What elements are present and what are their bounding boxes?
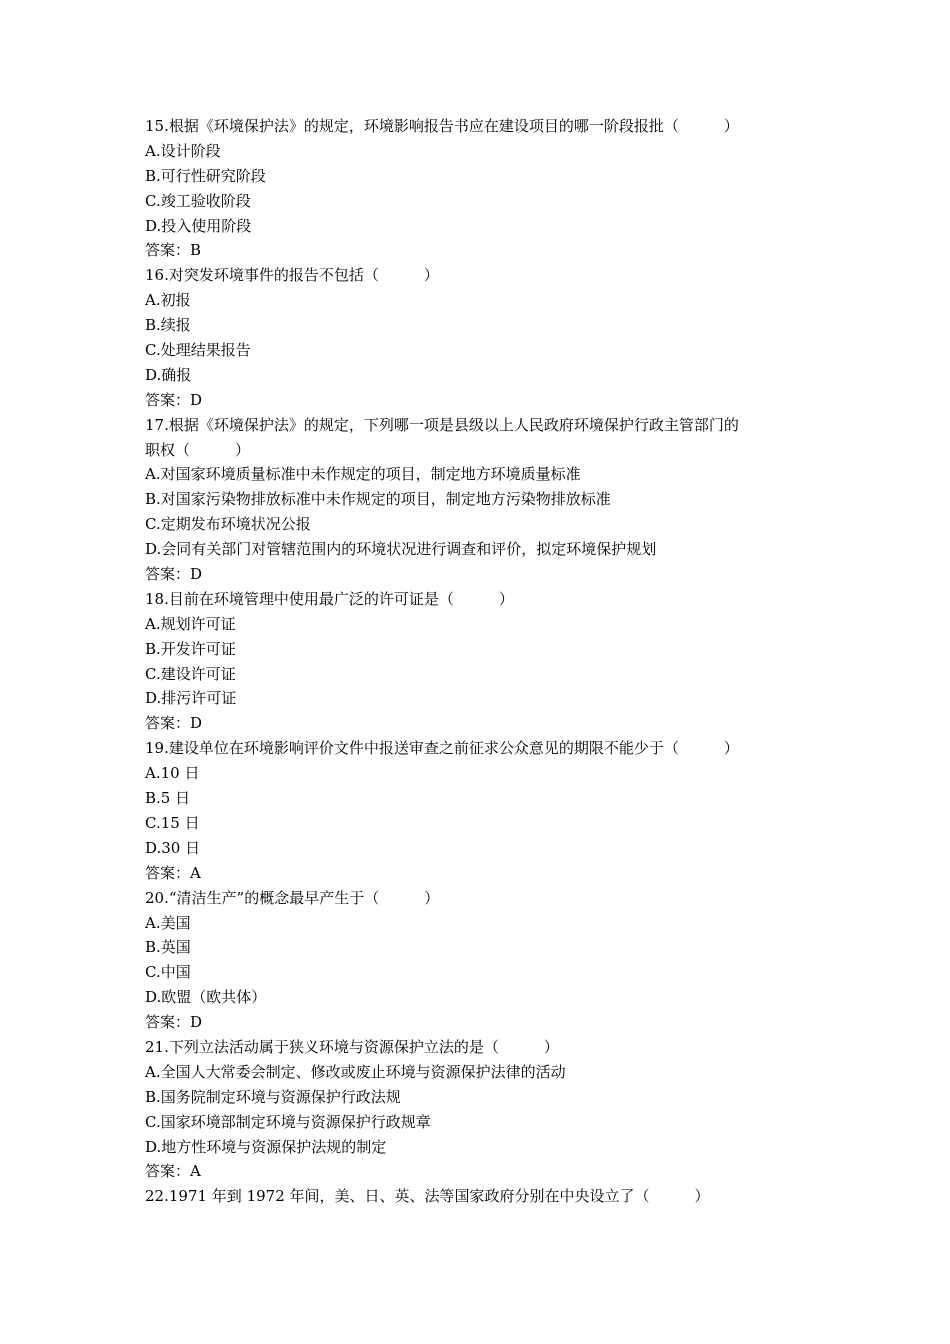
question-stem: 15.根据《环境保护法》的规定，环境影响报告书应在建设项目的哪一阶段报批（ ） (145, 117, 739, 135)
option-c: C.建设许可证 (145, 664, 236, 683)
option-d: D.确报 (145, 365, 192, 384)
option-b: B.国务院制定环境与资源保护行政法规 (145, 1087, 401, 1106)
option-b: B.可行性研究阶段 (145, 166, 266, 185)
option-c: C.中国 (145, 963, 191, 982)
option-a: A.设计阶段 (145, 141, 221, 160)
option-d: D.排污许可证 (145, 689, 237, 708)
question-stem: 18.目前在环境管理中使用最广泛的许可证是（ ） (145, 589, 514, 608)
question-stem-line1: 17.根据《环境保护法》的规定，下列哪一项是县级以上人民政府环境保护行政主管部门的 (145, 415, 739, 434)
option-c: C.竣工验收阶段 (145, 191, 251, 210)
option-b: B.对国家污染物排放标准中未作规定的项目，制定地方污染物排放标准 (145, 490, 611, 509)
question-stem: 22.1971 年到 1972 年间，美、日、英、法等国家政府分别在中央设立了（ ） (145, 1187, 710, 1206)
answer: 答案：A (145, 863, 201, 882)
answer: 答案：D (145, 390, 203, 409)
option-d: D.30 日 (145, 838, 201, 857)
option-a: A.美国 (145, 913, 191, 932)
question-stem: 16.对突发环境事件的报告不包括（ ） (145, 266, 439, 285)
option-a: A.对国家环境质量标准中未作规定的项目，制定地方环境质量标准 (145, 465, 581, 484)
option-a: A.全国人大常委会制定、修改或废止环境与资源保护法律的活动 (145, 1062, 566, 1081)
option-b: B.5 日 (145, 789, 191, 808)
option-b: B.续报 (145, 316, 191, 335)
answer: 答案：D (145, 714, 203, 733)
option-c: C.处理结果报告 (145, 341, 251, 360)
document-page (145, 114, 813, 1209)
answer: 答案：B (145, 241, 202, 260)
answer: 答案：D (145, 565, 203, 584)
question-stem-line2: 职权（ ） (145, 440, 251, 459)
question-stem: 19.建设单位在环境影响评价文件中报送审查之前征求公众意见的期限不能少于（ ） (145, 739, 739, 758)
option-d: D.地方性环境与资源保护法规的制定 (145, 1137, 387, 1156)
answer: 答案：D (145, 1013, 203, 1032)
option-b: B.英国 (145, 938, 191, 957)
option-a: A.10 日 (145, 764, 200, 783)
option-c: C.15 日 (145, 813, 200, 832)
question-stem: 21.下列立法活动属于狭义环境与资源保护立法的是（ ） (145, 1037, 559, 1056)
question-stem: 20.“清洁生产”的概念最早产生于（ ） (145, 888, 440, 907)
answer: 答案：A (145, 1162, 201, 1181)
option-a: A.规划许可证 (145, 614, 236, 633)
option-a: A.初报 (145, 291, 191, 310)
option-c: C.定期发布环境状况公报 (145, 515, 311, 534)
option-b: B.开发许可证 (145, 639, 236, 658)
option-d: D.会同有关部门对管辖范围内的环境状况进行调查和评价，拟定环境保护规划 (145, 540, 657, 559)
option-c: C.国家环境部制定环境与资源保护行政规章 (145, 1112, 431, 1131)
option-d: D.投入使用阶段 (145, 216, 252, 235)
option-d: D.欧盟（欧共体） (145, 988, 267, 1007)
